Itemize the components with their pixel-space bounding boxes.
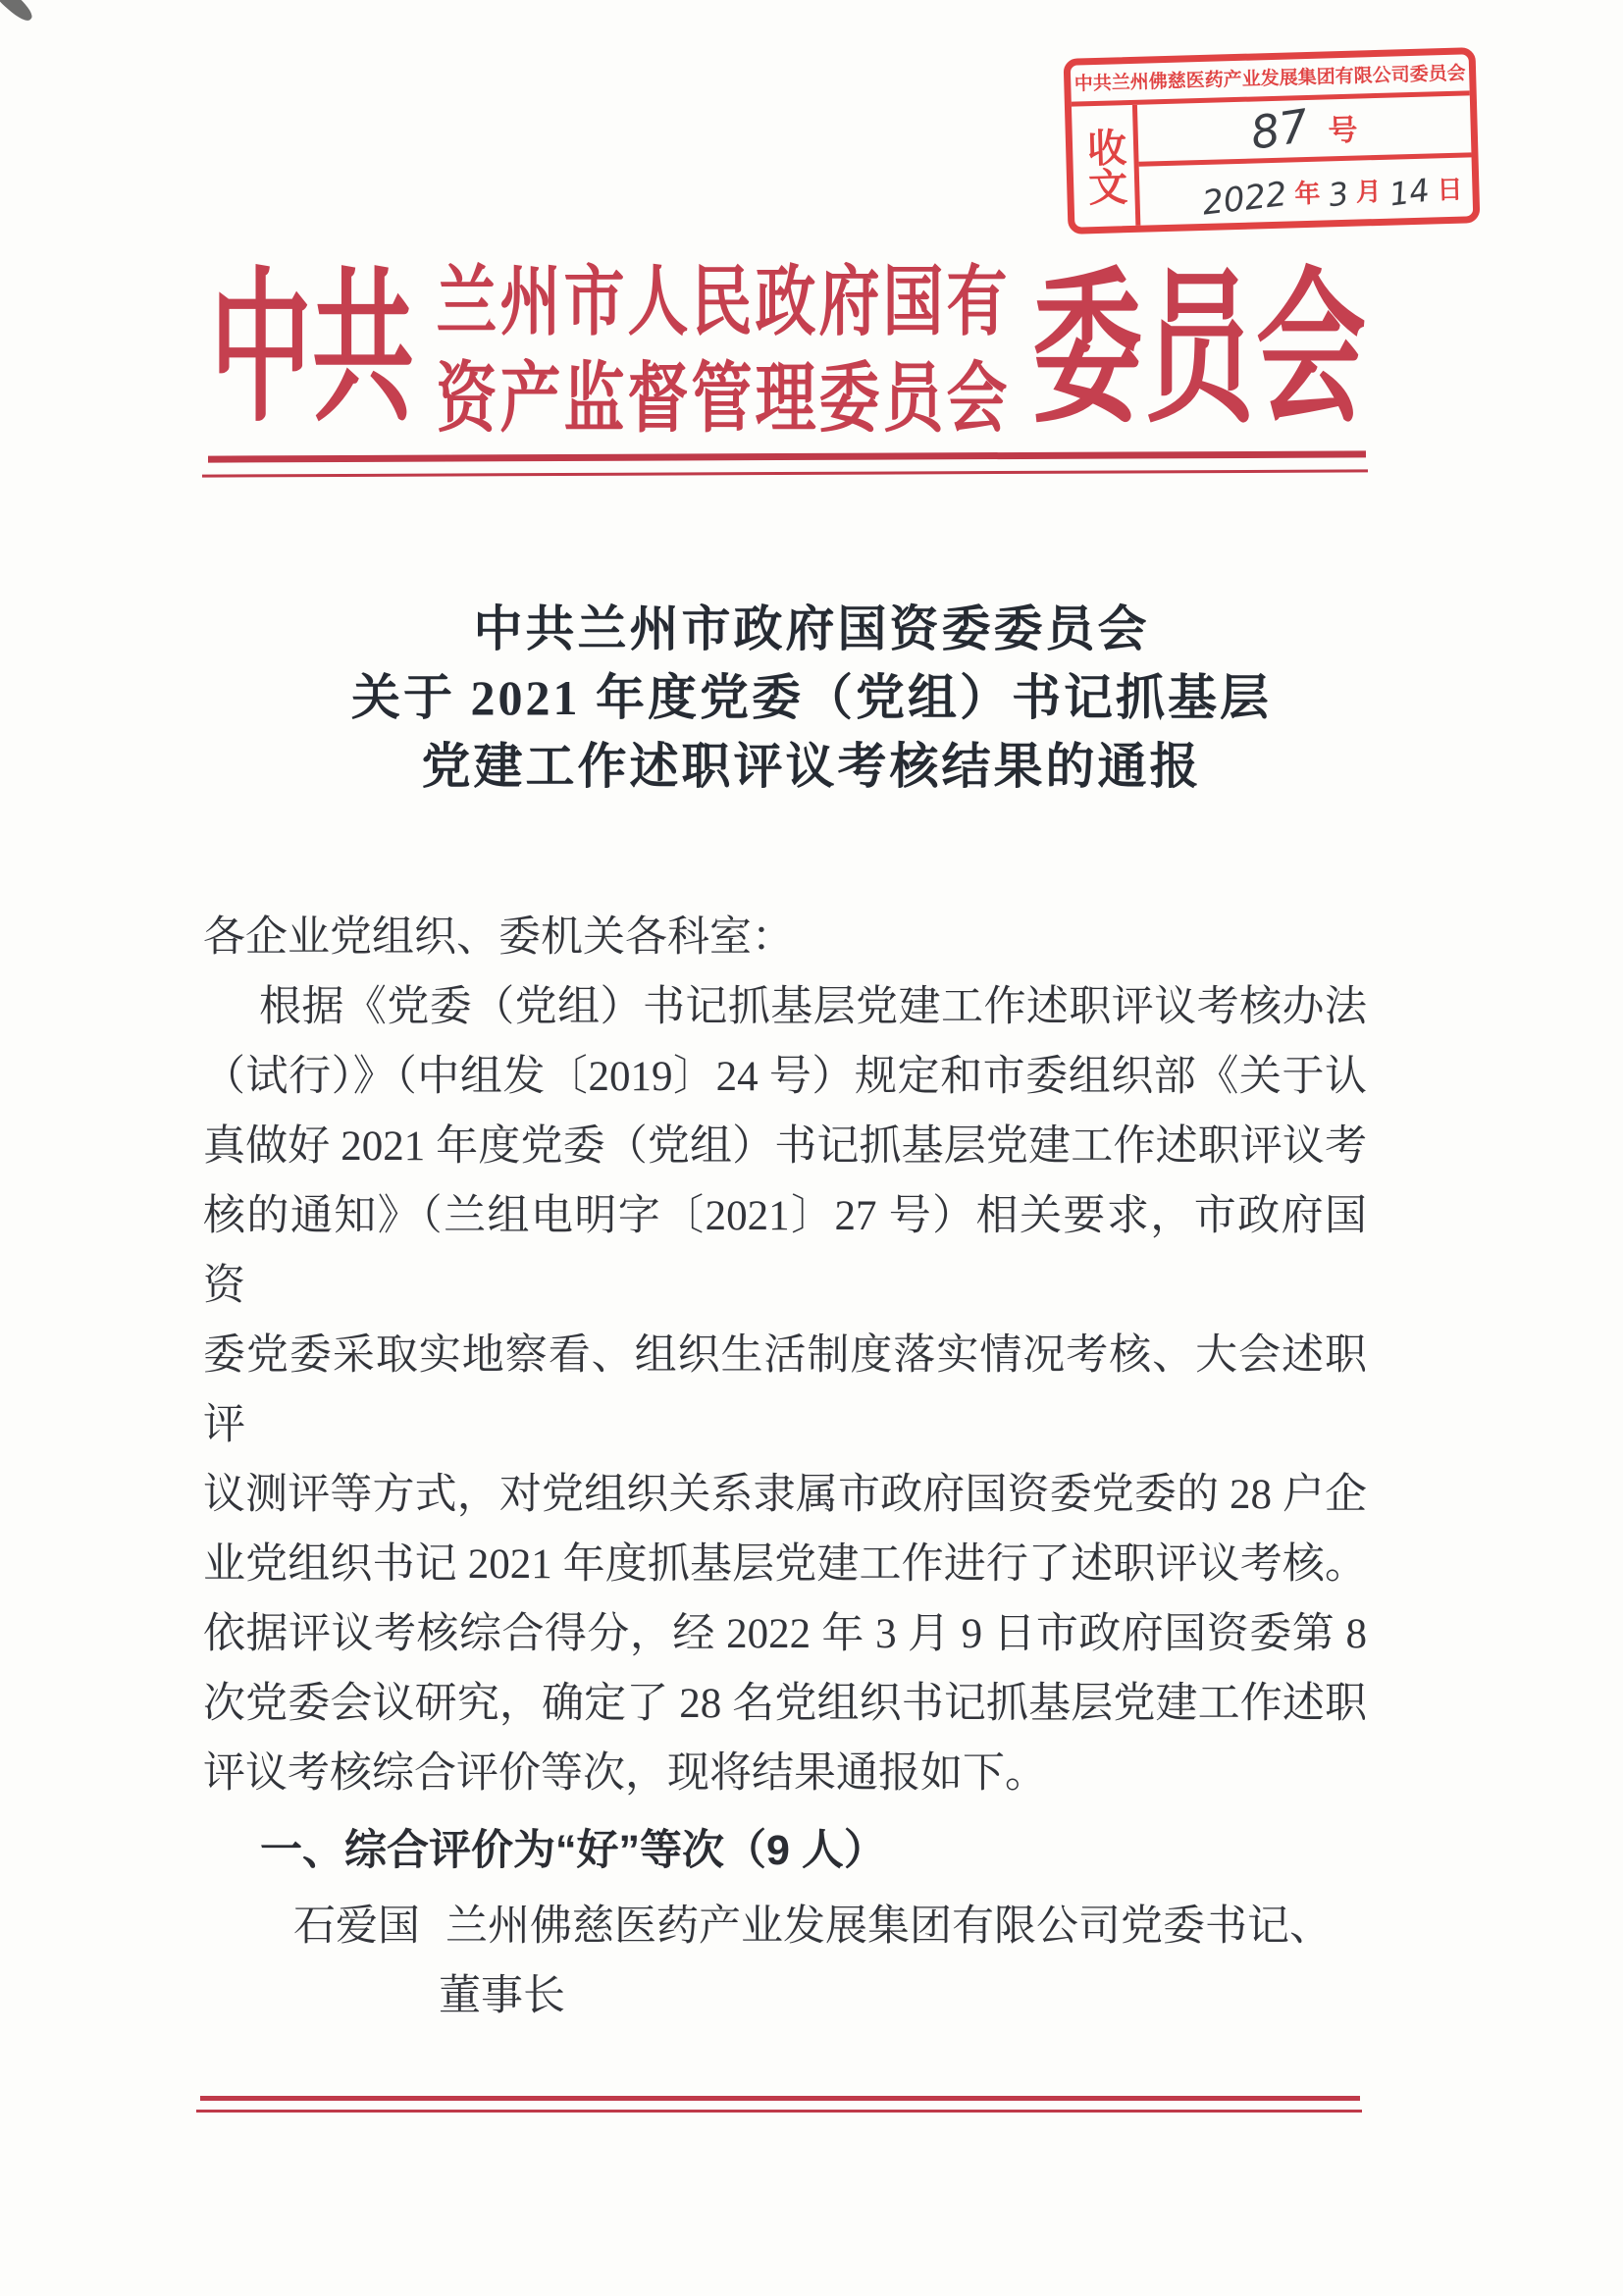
- stamp-year-handwritten: 2022: [1200, 174, 1290, 224]
- paragraph-line: 核的通知》（兰组电明字〔2021〕27 号）相关要求，市政府国资: [203, 1193, 1367, 1309]
- letterhead: [210, 253, 1368, 449]
- paragraph-line: 依据评议考核综合得分，经 2022 年 3 月 9 日市政府国资委第 8: [203, 1611, 1367, 1657]
- paragraph-line: 次党委会议研究，确定了 28 名党组织书记抓基层党建工作述职: [203, 1681, 1367, 1727]
- received-stamp-frame: [1064, 47, 1481, 235]
- document-title: [0, 595, 1623, 801]
- section-heading: 一、综合评价为“好”等次（9 人）: [260, 1827, 886, 1874]
- paragraph-line: 根据《党委（党组）书记抓基层党建工作述职评议考核办法: [259, 984, 1367, 1030]
- stamp-date-row: [1139, 157, 1474, 225]
- letterhead-middle-line1: 兰州市人民政府国有: [436, 261, 1011, 345]
- letterhead-middle-block: [436, 261, 1011, 442]
- paragraph-line: 真做好 2021 年度党委（党组）书记抓基层党建工作述职评议考: [203, 1123, 1367, 1170]
- letterhead-suffix: 委员会: [1032, 258, 1368, 444]
- letterhead-middle-line2: 资产监督管理委员会: [436, 357, 1011, 442]
- entry-person-name: 石爱国: [293, 1904, 420, 1950]
- entry-row: [293, 1892, 1367, 1961]
- stamp-day-suffix: 日: [1437, 175, 1463, 204]
- stamp-org-name: 中共兰州佛慈医药产业发展集团有限公司委员会: [1071, 54, 1470, 106]
- footer-rule-thick: [200, 2096, 1360, 2101]
- stamp-received-label: 收文: [1072, 105, 1140, 228]
- stamp-number-suffix: 号: [1328, 114, 1358, 148]
- paragraph-line: 议测评等方式，对党组织关系隶属市政府国资委党委的 28 户企: [203, 1472, 1367, 1518]
- paragraph-line: 业党组织书记 2021 年度抓基层党建工作进行了述职评议考核。: [203, 1541, 1367, 1588]
- paragraph-line: （试行）》（中组发〔2019〕24 号）规定和市委组织部《关于认: [203, 1054, 1367, 1100]
- stamp-month-suffix: 月: [1355, 177, 1383, 207]
- stamp-doc-number-handwritten: 87: [1247, 98, 1313, 160]
- entry-person-title-line1: 兰州佛慈医药产业发展集团有限公司党委书记、: [445, 1904, 1332, 1950]
- received-stamp: [1064, 47, 1481, 235]
- stamp-fields: [1137, 95, 1473, 225]
- stamp-main-area: [1072, 95, 1473, 227]
- salutation-line: 各企业党组织、委机关各科室：: [203, 914, 794, 961]
- letterhead-rule-thick: [208, 450, 1366, 462]
- stamp-day-handwritten: 14: [1387, 171, 1433, 214]
- entry-person-title-line2: 董事长: [439, 1973, 565, 2019]
- letterhead-prefix: 中共: [210, 259, 415, 443]
- stamp-number-row: [1137, 95, 1472, 166]
- letterhead-rule-thin: [202, 469, 1368, 477]
- scan-artifact-smudge: [0, 0, 36, 25]
- document-body: [203, 903, 1367, 2031]
- footer-rule-thin: [196, 2110, 1362, 2113]
- paragraph-line: 委党委采取实地察看、组织生活制度落实情况考核、大会述职评: [203, 1332, 1367, 1448]
- document-title-line3: 党建工作述职评议考核结果的通报: [421, 739, 1202, 794]
- stamp-year-suffix: 年: [1293, 179, 1321, 208]
- document-title-line1: 中共兰州市政府国资委委员会: [473, 601, 1150, 656]
- document-title-line2: 关于 2021 年度党委（党组）书记抓基层: [351, 670, 1272, 725]
- paragraph-last-line: 评议考核综合评价等次，现将结果通报如下。: [203, 1750, 1047, 1797]
- stamp-month-handwritten: 3: [1326, 174, 1351, 215]
